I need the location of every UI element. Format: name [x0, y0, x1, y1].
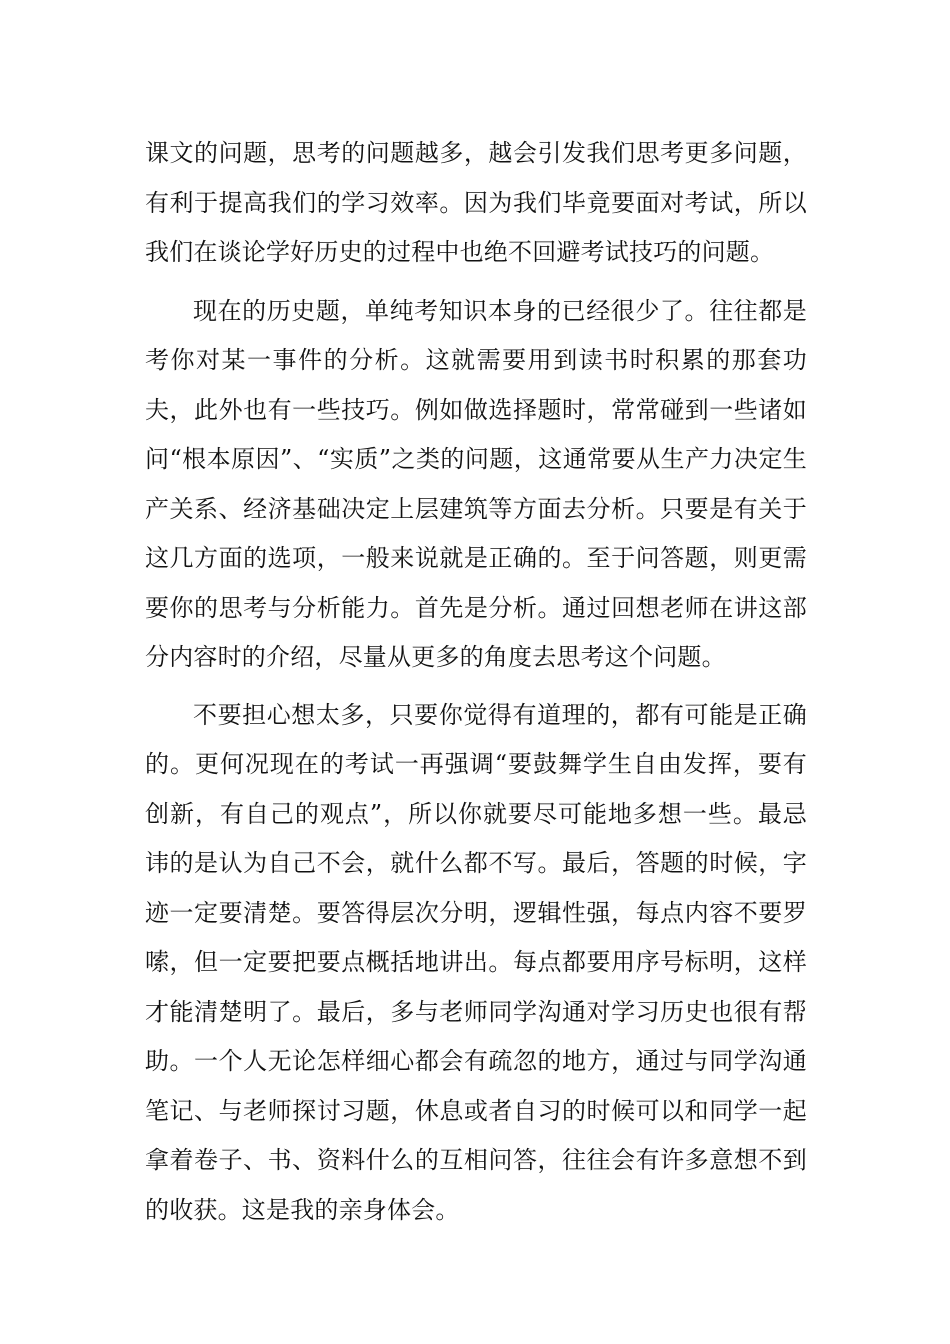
paragraph-3: 不要担心想太多，只要你觉得有道理的，都有可能是正确的。更何况现在的考试一再强调“要鼓舞学生自由发挥，要有创新，有自己的观点”，所以你就要尽可能地多想一些。最忌讳的是认为自己不会，就什么都不写。最后，答题的时候，字迹一定要清楚。要答得层次分明，逻辑性强，每点内容不要罗嗦，但一定要把要点概括地讲出。每点都要用序号标明，这样才能清楚明了。最后，多与老师同学沟通对学习历史也很有帮助。一个人无论怎样细心都会有疏忽的地方，通过与同学沟通笔记、与老师探讨习题，休息或者自习的时候可以和同学一起拿着卷子、书、资料什么的互相问答，往往会有许多意想不到的收获。这是我的亲身体会。 [145, 700, 807, 1224]
paragraph-2: 现在的历史题，单纯考知识本身的已经很少了。往往都是考你对某一事件的分析。这就需要用到读书时积累的那套功夫，此外也有一些技巧。例如做选择题时，常常碰到一些诸如问“根本原因”、“实质”之类的问题，这通常要从生产力决定生产关系、经济基础决定上层建筑等方面去分析。只要是有关于这几方面的选项，一般来说就是正确的。至于问答题，则更需要你的思考与分析能力。首先是分析。通过回想老师在讲这部分内容时的介绍，尽量从更多的角度去思考这个问题。 [145, 296, 807, 671]
paragraph-1: 课文的问题，思考的问题越多，越会引发我们思考更多问题，有利于提高我们的学习效率。因为我们毕竟要面对考试，所以我们在谈论学好历史的过程中也绝不回避考试技巧的问题。 [145, 139, 807, 266]
body-text [145, 129, 807, 1235]
